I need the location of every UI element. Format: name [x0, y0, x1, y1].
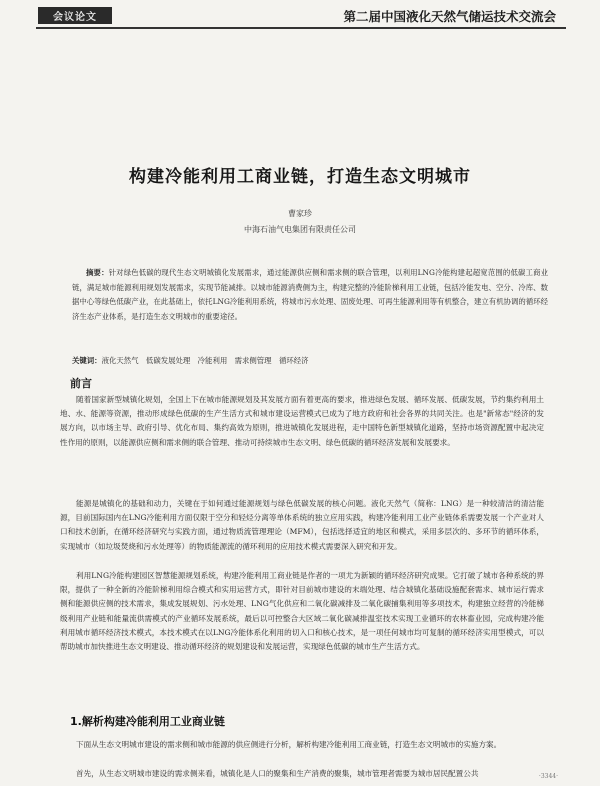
keywords-label: 关键词： [72, 356, 102, 365]
body-paragraph: 随着国家新型城镇化规划，全国上下在城市能源规划及其发展方面有着更高的要求，推进绿色发展、循环发展、低碳发展，节约集约利用土地、水、能源等资源，推动形成绿色低碳的生产生活方式和城市建设运营模式已成为了地方政府和社会各界的共同关注。也是"新常态"经济的发展方向，以市场主导、政府引导、优化布局、集约高效为原则，推进城镇化发展进程，走中国特色新型城镇化道路，坚持市场资源配置中起决定性作用的原则，以能源供应侧和需求侧的联合管理、推动可持续城市生态文明、绿色低碳的循环经济发展和发展要求。 [60, 395, 544, 447]
body-paragraph: 首先，从生态文明城市建设的需求侧来看，城镇化是人口的聚集和生产消费的聚集，城市管理者需要为城市居民配置公共 [76, 769, 479, 778]
header-divider [36, 27, 566, 29]
abstract [72, 266, 548, 324]
abstract-label: 摘要： [86, 268, 109, 277]
abstract-text: 针对绿色低碳的现代生态文明城镇化发展需求，通过能源供应侧和需求侧的联合管理，以利用LNG冷能构建起超宽范围的低碳工商业链，满足城市能源利用规划发展需求，实现节能减排。以城市能源消费侧为主，构建完整的冷能阶梯利用工业链，包括冷能发电、空分、冷库、数据中心等绿色低碳产业，在此基础上，依托LNG冷能利用系统，将城市污水处理、固废处理、可再生能源利用等有机整合，建立有机协调的循环经济生态产业体系，是打造生态文明城市的重要途径。 [72, 268, 548, 321]
body-paragraph: 下面从生态文明城市建设的需求侧和城市能源的供应侧进行分析，解析构建冷能利用工商业链，打造生态文明城市的实施方案。 [76, 740, 502, 749]
running-header [0, 0, 600, 30]
body-paragraph: 利用LNG冷能构建园区智慧能源规划系统，构建冷能利用工商业链是作者的一项尤为新颖的循环经济研究成果。它打破了城市各种系统的界限，提供了一种全新的冷能阶梯利用综合模式和实用运营方式，即针对目前城市建设的末端处理、结合城镇化基础设施配套需求、城市运行需求侧和能源供应侧的技术需求，集成发展规划、污水处理、LNG气化供应和二氧化碳减排及二氧化碳捕集利用等多项技术，构建独立经营的冷能梯级利用产业链和能量流供需模式的产业循环发展系统，最后以可控整合大区域二氧化碳减排温室技术实现工业循环的农林畜业园，完成构建冷能利用城市循环经济技术模式，本技术模式在以LNG冷能体系化利用的切入口和核心技术，是一项任何城市均可复制的循环经济实用型模式，可以帮助城市加快推进生态文明建设、推动循环经济的规划建设和发展运营，实现绿色低碳的城市生产生活方式。 [60, 571, 544, 652]
author-name: 曹家珍 [288, 209, 312, 218]
section-heading-preface: 前言 [70, 377, 92, 390]
keywords-text: 液化天然气 低碳发展处理 冷能利用 需求侧管理 循环经济 [101, 356, 309, 365]
section-heading-1: 1.解析构建冷能利用工业商业链 [70, 715, 225, 728]
paper-title: 构建冷能利用工商业链，打造生态文明城市 [129, 167, 471, 187]
keywords [72, 355, 548, 367]
author-affiliation: 中海石油气电集团有限责任公司 [244, 225, 356, 234]
page-number: ·3344· [538, 773, 558, 780]
body-paragraph: 能源是城镇化的基础和动力，关键在于如何通过能源规划与绿色低碳发展的核心问题。液化天然气（简称：LNG）是一种较清洁的清洁能源，目前国际国内在LNG冷能利用方面仅限于空分和轻烃分离等单体系统的独立应用实践，构建冷能利用工业产业链体系需要发展一个产业对人口和技术创新，在循环经济研究与实践方面，通过物质流管理理论（MFM），包括选择适宜的地区和模式，采用多层次的、多环节的循环体系，实现城市（如垃圾焚烧和污水处理等）的物质能源流的循环利用的应用技术模式需要深入研究和开发。 [60, 499, 544, 551]
conference-title: 第二届中国液化天然气储运技术交流会 [343, 9, 556, 24]
conference-logo: 会议论文 [38, 7, 112, 24]
